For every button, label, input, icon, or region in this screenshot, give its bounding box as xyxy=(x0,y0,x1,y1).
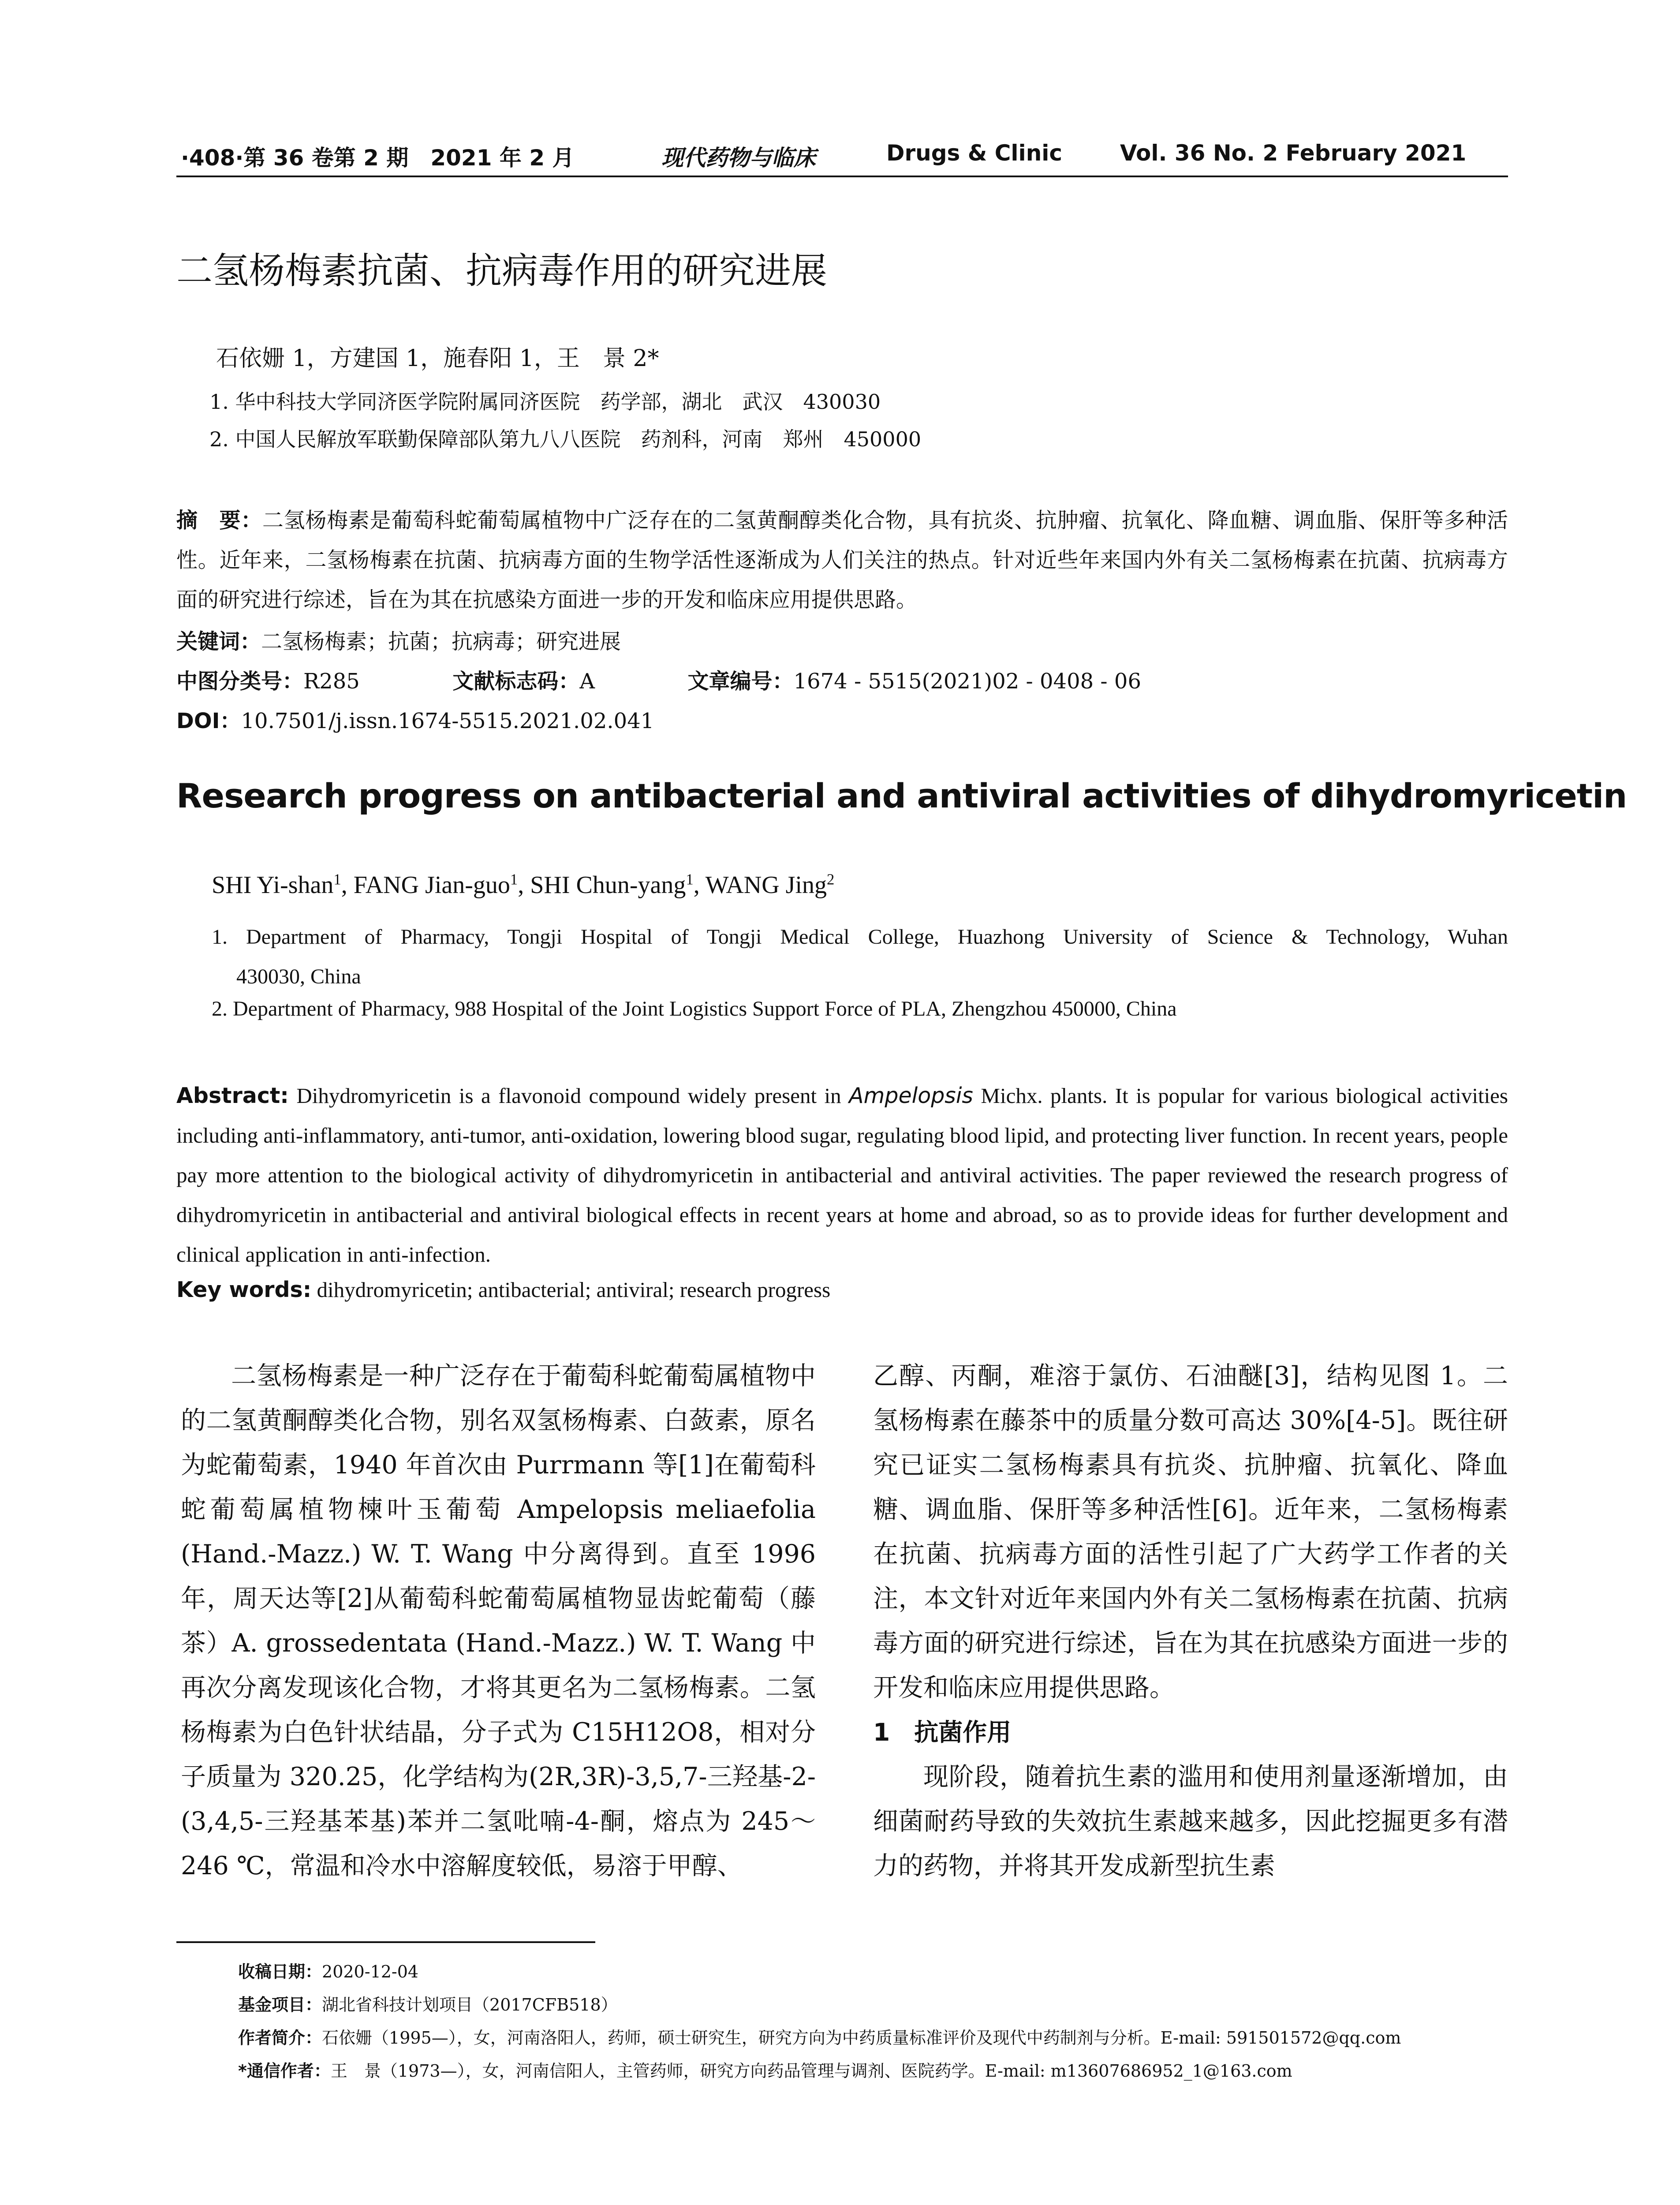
cn-affiliation-2: 2. 中国人民解放军联勤保障部队第九八八医院 药剂科，河南 郑州 450000 xyxy=(209,427,922,451)
doc-code-value: A xyxy=(579,669,595,694)
volume-info: Vol. 36 No. 2 February 2021 xyxy=(1120,140,1467,166)
genus-italic: Ampelopsis xyxy=(849,1083,973,1108)
clc-value: R285 xyxy=(303,669,360,694)
page-info: ·408·第 36 卷第 2 期 2021 年 2 月 xyxy=(181,145,575,171)
en-keywords: Key words: dihydromyricetin; antibacterial; antiviral; research progress xyxy=(176,1277,831,1302)
en-keywords-label: Key words: xyxy=(176,1277,312,1302)
footnote-author: 作者简介：石依姗（1995—），女，河南洛阳人，药师，硕士研究生，研究方向为中药质量标准评价及现代中药制剂与分析。E-mail: 591501572@qq.com xyxy=(238,2028,1401,2048)
cn-abstract xyxy=(176,501,1508,620)
en-abstract: Abstract: Dihydromyricetin is a flavonoid compound widely present in Ampelopsis Michx. plants. It is popular for various biological activities including anti-inflammatory, anti-tumor, anti-oxidation, lowering blood sugar, regulating blood lipid, and protecting liver function. In recent years, people pay more attention to the biological activity of dihydromyricetin in antibacterial and antiviral activities. The paper reviewed the research progress of dihydromyricetin in antibacterial and antiviral biological effects in recent years at home and abroad, so as to provide ideas for further development and clinical application in anti-infection. xyxy=(176,1083,1508,1267)
footnote-received: 收稿日期：2020-12-04 xyxy=(238,1962,419,1981)
doi-line xyxy=(176,701,1508,741)
en-authors: SHI Yi-shan$^1$, FANG Jian-guo$^1$, SHI Chun-yang$^1$, WANG Jing$^2$ xyxy=(212,871,835,899)
cn-abstract-label: 摘 要： xyxy=(176,508,262,533)
body-left-column xyxy=(181,1354,816,1888)
cn-keywords-text: 二氢杨梅素；抗菌；抗病毒；研究进展 xyxy=(261,629,621,654)
cn-affiliation-1: 1. 华中科技大学同济医学院附属同济医院 药学部，湖北 武汉 430030 xyxy=(209,390,881,414)
clc-label: 中图分类号： xyxy=(176,669,304,694)
en-affiliation-1: 1. Department of Pharmacy, Tongji Hospital of Tongji Medical College, Huazhong University of Science & Technology, Wuhan 430030, China xyxy=(212,925,1508,988)
en-title: Research progress on antibacterial and antiviral activities of dihydromyricetin xyxy=(176,776,1627,815)
footnote-corresponding: *通信作者：王 景（1973—），女，河南信阳人，主管药师，研究方向药品管理与调剂、医院药学。E-mail: m13607686952_1@163.com xyxy=(238,2061,1292,2081)
cn-abstract-text: 二氢杨梅素是葡萄科蛇葡萄属植物中广泛存在的二氢黄酮醇类化合物，具有抗炎、抗肿瘤、抗氧化、降血糖、调血脂、保肝等多种活性。近年来，二氢杨梅素在抗菌、抗病毒方面的生物学活性逐渐成为人们关注的热点。针对近些年来国内外有关二氢杨梅素在抗菌、抗病毒方面的研究进行综述，旨在为其在抗感染方面进一步的开发和临床应用提供思路。 xyxy=(176,508,1508,612)
cn-authors: 石依姗 1，方建国 1，施春阳 1，王 景 2* xyxy=(216,345,659,372)
section-heading-1: 1 抗菌作用 xyxy=(873,1718,1012,1746)
en-abstract-label: Abstract: xyxy=(176,1083,289,1108)
cn-title: 二氢杨梅素抗菌、抗病毒作用的研究进展 xyxy=(176,250,828,292)
header-rule xyxy=(176,176,1508,177)
running-header xyxy=(176,140,1508,176)
doi-label: DOI： xyxy=(176,709,241,733)
doi-value: 10.7501/j.issn.1674-5515.2021.02.041 xyxy=(241,709,654,733)
article-no-label: 文章编号： xyxy=(687,669,794,694)
doc-code-label: 文献标志码： xyxy=(452,669,580,694)
footnote-fund: 基金项目：湖北省科技计划项目（2017CFB518） xyxy=(238,1995,618,2014)
cn-keywords-label: 关键词： xyxy=(176,629,261,654)
cn-keywords xyxy=(176,622,1508,662)
body-paragraph-1: 二氢杨梅素是一种广泛存在于葡萄科蛇葡萄属植物中的二氢黄酮醇类化合物，别名双氢杨梅素、白蔹素，原名为蛇葡萄素，1940 年首次由 Purrmann 等[1]在葡萄科蛇葡萄属植物楝叶玉葡萄 Ampelopsis meliaefolia (Hand.-Mazz.) W. T. Wang 中分离得到。直至 1996 年，周天达等[2]从葡萄科蛇葡萄属植物显齿蛇葡萄（藤茶）A. grossedentata (Hand.-Mazz.) W. T. Wang 中再次分离发现该化合物，才将其更名为二氢杨梅素。二氢杨梅素为白色针状结晶，分子式为 C15H12O8，相对分子质量为 320.25，化学结构为(2R,3R)-3,5,7-三羟基-2-(3,4,5-三羟基苯基)苯并二氢吡喃-4-酮，熔点为 245～246 ℃，常温和冷水中溶解度较低，易溶于甲醇、 xyxy=(181,1361,816,1880)
cn-classification-line xyxy=(176,662,1508,701)
journal-cn: 现代药物与临床 xyxy=(661,145,816,171)
en-affiliation-2: 2. Department of Pharmacy, 988 Hospital of the Joint Logistics Support Force of PLA, Zhengzhou 450000, China xyxy=(212,997,1177,1020)
journal-en: Drugs & Clinic xyxy=(886,140,1063,166)
body-right-column xyxy=(873,1354,1508,1888)
body-paragraph-3: 现阶段，随着抗生素的滥用和使用剂量逐渐增加，由细菌耐药导致的失效抗生素越来越多，因此挖掘更多有潜力的药物，并将其开发成新型抗生素 xyxy=(873,1762,1508,1880)
body-paragraph-2: 乙醇、丙酮，难溶于氯仿、石油醚[3]，结构见图 1。二氢杨梅素在藤茶中的质量分数可高达 30%[4-5]。既往研究已证实二氢杨梅素具有抗炎、抗肿瘤、抗氧化、降血糖、调血脂、保肝等多种活性[6]。近年来，二氢杨梅素在抗菌、抗病毒方面的活性引起了广大药学工作者的关注，本文针对近年来国内外有关二氢杨梅素在抗菌、抗病毒方面的研究进行综述，旨在为其在抗感染方面进一步的开发和临床应用提供思路。 xyxy=(873,1361,1508,1702)
article-no-value: 1674 - 5515(2021)02 - 0408 - 06 xyxy=(793,669,1141,694)
footnote-rule xyxy=(176,1941,595,1943)
